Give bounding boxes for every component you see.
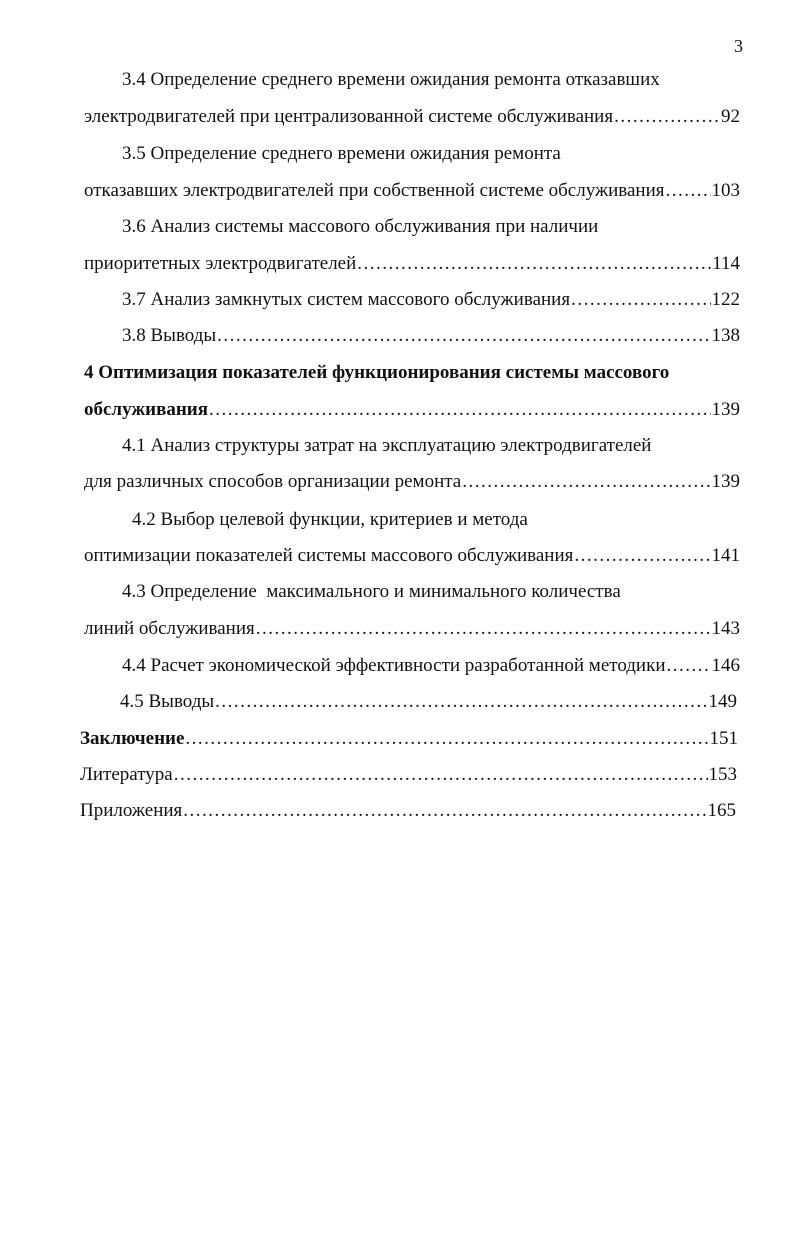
toc-entry-title-cont: обслуживания <box>84 399 209 420</box>
toc-entry-page: 143 <box>711 618 740 639</box>
toc-entry-4-5[interactable] <box>120 690 737 714</box>
toc-entry-title: Заключение <box>80 728 185 749</box>
toc-entry-3-6-title[interactable]: 3.6 Анализ системы массового обслуживания при наличии <box>122 216 599 237</box>
toc-entry-page: 139 <box>711 471 740 492</box>
toc-entry-references[interactable] <box>80 763 737 787</box>
toc-entry-3-8[interactable] <box>122 324 740 348</box>
toc-entry-page: 151 <box>709 728 738 749</box>
toc-entry-title: 3.8 Выводы <box>122 325 217 346</box>
toc-entry-4-3[interactable] <box>84 617 740 641</box>
toc-entry-4-2[interactable] <box>84 544 740 568</box>
toc-entry-3-6[interactable] <box>84 252 740 276</box>
toc-chapter-4[interactable] <box>84 398 740 422</box>
toc-entry-page: 103 <box>711 180 740 201</box>
toc-entry-page: 153 <box>708 764 737 785</box>
toc-entry-4-1[interactable] <box>84 470 740 494</box>
toc-entry-page: 149 <box>708 691 737 712</box>
toc-entry-page: 92 <box>721 106 740 127</box>
toc-entry-3-4[interactable] <box>84 105 740 129</box>
toc-entry-title: Приложения <box>80 800 183 821</box>
toc-entry-title-cont: отказавших электродвигателей при собственной системе обслуживания <box>84 180 665 201</box>
toc-entry-page: 141 <box>711 545 740 566</box>
toc-entry-page: 139 <box>711 399 740 420</box>
toc-entry-4-4[interactable] <box>122 654 740 678</box>
toc-entry-title-cont: электродвигателей при централизованной системе обслуживания <box>84 106 614 127</box>
toc-entry-title-cont: приоритетных электродвигателей <box>84 253 357 274</box>
page-number: 3 <box>734 36 743 56</box>
toc-entry-3-5-title[interactable]: 3.5 Определение среднего времени ожидания ремонта <box>122 143 561 164</box>
toc-chapter-4-title[interactable]: 4 Оптимизация показателей функционирования системы массового <box>84 362 670 383</box>
toc-entry-page: 146 <box>711 655 740 676</box>
toc-entry-3-4-title[interactable]: 3.4 Определение среднего времени ожидания ремонта отказавших <box>122 69 660 90</box>
toc-entry-conclusion[interactable] <box>80 727 738 751</box>
toc-entry-4-2-title[interactable]: 4.2 Выбор целевой функции, критериев и метода <box>132 509 528 530</box>
toc-entry-appendices[interactable] <box>80 799 736 823</box>
toc-entry-title: 3.7 Анализ замкнутых систем массового обслуживания <box>122 289 571 310</box>
toc-entry-4-1-title[interactable]: 4.1 Анализ структуры затрат на эксплуатацию электродвигателей <box>122 435 652 456</box>
toc-entry-page: 122 <box>711 289 740 310</box>
toc-entry-3-7[interactable] <box>122 288 740 312</box>
toc-entry-page: 138 <box>711 325 740 346</box>
toc-entry-title-cont: для различных способов организации ремонта <box>84 471 462 492</box>
toc-entry-3-5[interactable] <box>84 179 740 203</box>
toc-entry-title: Литература <box>80 764 173 785</box>
toc-entry-4-3-title[interactable]: 4.3 Определение максимального и минимального количества <box>122 581 621 602</box>
toc-entry-page: 114 <box>712 253 740 274</box>
toc-entry-title-cont: оптимизации показателей системы массового обслуживания <box>84 545 574 566</box>
toc-entry-title: 4.5 Выводы <box>120 691 215 712</box>
toc-entry-title: 4.4 Расчет экономической эффективности разработанной методики <box>122 655 666 676</box>
toc-entry-page: 165 <box>707 800 736 821</box>
toc-entry-title-cont: линий обслуживания <box>84 618 255 639</box>
